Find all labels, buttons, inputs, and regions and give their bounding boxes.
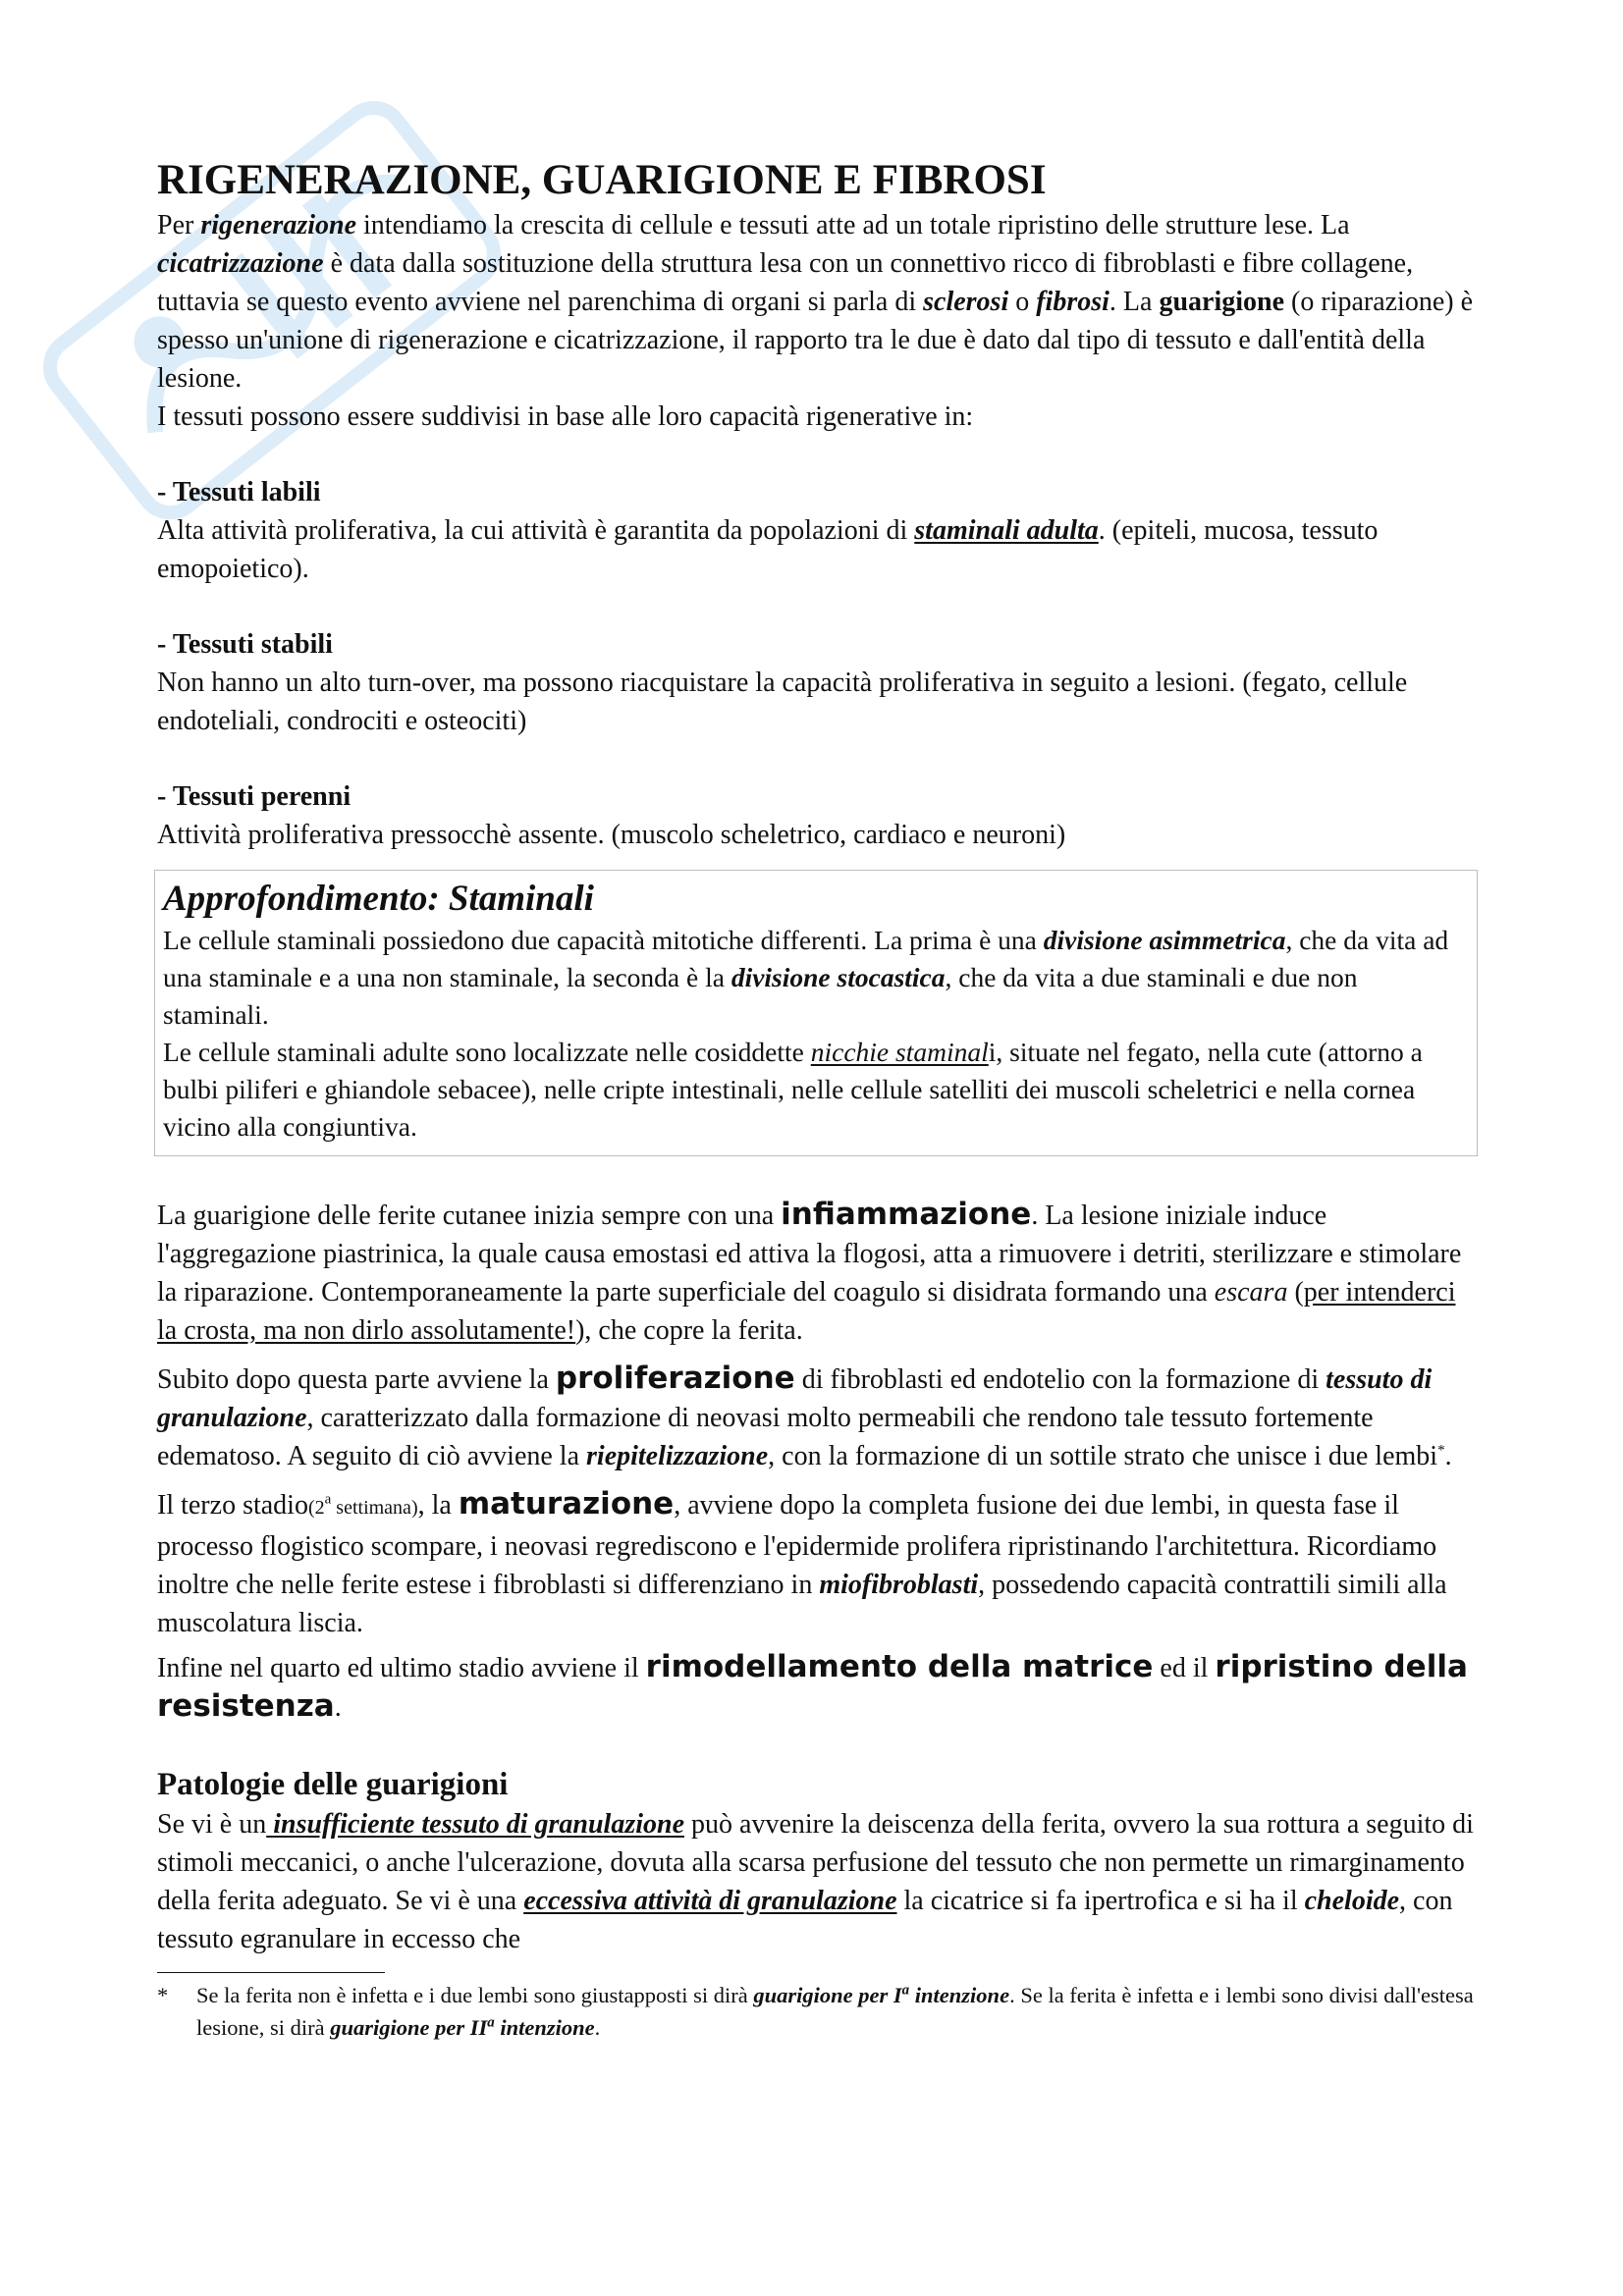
- box-paragraph-2: Le cellule staminali adulte sono localizzate nelle cosiddette nicchie staminali, situate nel fegato, nella cute (attorno a bulbi piliferi e ghiandole sebacee), nelle cripte intestinali, nelle cellule satelliti dei muscoli scheletrici e nella cornea vicino alla congiuntiva.: [163, 1037, 1423, 1142]
- footnote-divider: [157, 1972, 385, 1973]
- tissue-text-labili: Alta attività proliferativa, la cui attività è garantita da popolazioni di staminali adulta. (epiteli, mucosa, tessuto emopoietico).: [157, 515, 1379, 584]
- footnote-ref: *: [1437, 1442, 1445, 1459]
- intro-paragraph: Per rigenerazione intendiamo la crescita di cellule e tessuti atte ad un totale ripristino delle strutture lese. La cicatrizzazione è data dalla sostituzione della struttura lesa con un connettivo ricco di fibroblasti e fibre collagene, tuttavia se questo evento avviene nel parenchima di organi si parla di sclerosi o fibrosi. La guarigione (o riparazione) è spesso un'unione di rigenerazione e cicatrizzazione, il rapporto tra le due è dato dal tipo di tessuto e dall'entità della lesione.: [157, 210, 1474, 394]
- box-title: Approfondimento: Staminali: [163, 879, 594, 919]
- document-page: [157, 155, 1478, 2044]
- intro-line: I tessuti possono essere suddivisi in base alle loro capacità rigenerative in:: [157, 401, 974, 432]
- tissue-heading-stabili: - Tessuti stabili: [157, 629, 333, 660]
- footnote: [157, 1979, 1478, 2044]
- footnote-text: Se la ferita non è infetta e i due lembi sono giustapposti si dirà guarigione per $I^a$ intenzione. Se la ferita è infetta e i lembi sono divisi dall'estesa lesione, si dirà guarigione per $II^a$ intenzione.: [196, 1982, 1474, 2040]
- tissue-text-stabili: Non hanno un alto turn-over, ma possono riacquistare la capacità proliferativa in seguito a lesioni. (fegato, cellule endoteliali, condrociti e osteociti): [157, 667, 1408, 736]
- tissue-heading-labili: - Tessuti labili: [157, 477, 321, 507]
- pathology-paragraph: Se vi è un insufficiente tessuto di granulazione può avvenire la deiscenza della ferita, ovvero la sua rottura a seguito di stimoli meccanici, o anche l'ulcerazione, dovuta alla scarsa perfusione del tessuto che non permette un rimarginamento della ferita adeguato. Se vi è una eccessiva attività di granulazione la cicatrice si fa ipertrofica e si ha il cheloide, con tessuto egranulare in eccesso che: [157, 1809, 1474, 1954]
- staminali-box: [154, 870, 1478, 1156]
- section-heading-pathology: Patologie delle guarigioni: [157, 1767, 509, 1802]
- healing-paragraph-3: Il terzo stadio(2$^a$ settimana), la maturazione, avviene dopo la completa fusione dei due lembi, in questa fase il processo flogistico scompare, i neovasi regrediscono e l'epidermide prolifera ripristinando l'architettura. Ricordiamo inoltre che nelle ferite estese i fibroblasti si differenziano in miofibroblasti, possedendo capacità contrattili simili alla muscolatura liscia.: [157, 1486, 1447, 1638]
- healing-paragraph-4: Infine nel quarto ed ultimo stadio avviene il rimodellamento della matrice ed il ripristino della resistenza.: [157, 1649, 1468, 1724]
- page-title: RIGENERAZIONE, GUARIGIONE E FIBROSI: [157, 157, 1047, 203]
- tissue-heading-perenni: - Tessuti perenni: [157, 781, 352, 812]
- box-paragraph-1: Le cellule staminali possiedono due capacità mitotiche differenti. La prima è una divisione asimmetrica, che da vita ad una staminale e a una non staminale, la seconda è la divisione stocastica, che da vita a due staminali e due non staminali.: [163, 925, 1449, 1030]
- healing-paragraph-2: Subito dopo questa parte avviene la proliferazione di fibroblasti ed endotelio con la formazione di tessuto di granulazione, caratterizzato dalla formazione di neovasi molto permeabili che rendono tale tessuto fortemente edematoso. A seguito di ciò avviene la riepitelizzazione, con la formazione di un sottile strato che unisce i due lembi*.: [157, 1361, 1452, 1471]
- tissue-text-perenni: Attività proliferativa pressocchè assente. (muscolo scheletrico, cardiaco e neuroni): [157, 820, 1066, 850]
- footnote-mark: *: [157, 1983, 169, 2007]
- healing-paragraph-1: La guarigione delle ferite cutanee inizia sempre con una infiammazione. La lesione iniziale induce l'aggregazione piastrinica, la quale causa emostasi ed attiva la flogosi, atta a rimuovere i detriti, sterilizzare e stimolare la riparazione. Contemporaneamente la parte superficiale del coagulo si disidrata formando una escara (per intenderci la crosta, ma non dirlo assolutamente!), che copre la ferita.: [157, 1197, 1462, 1346]
